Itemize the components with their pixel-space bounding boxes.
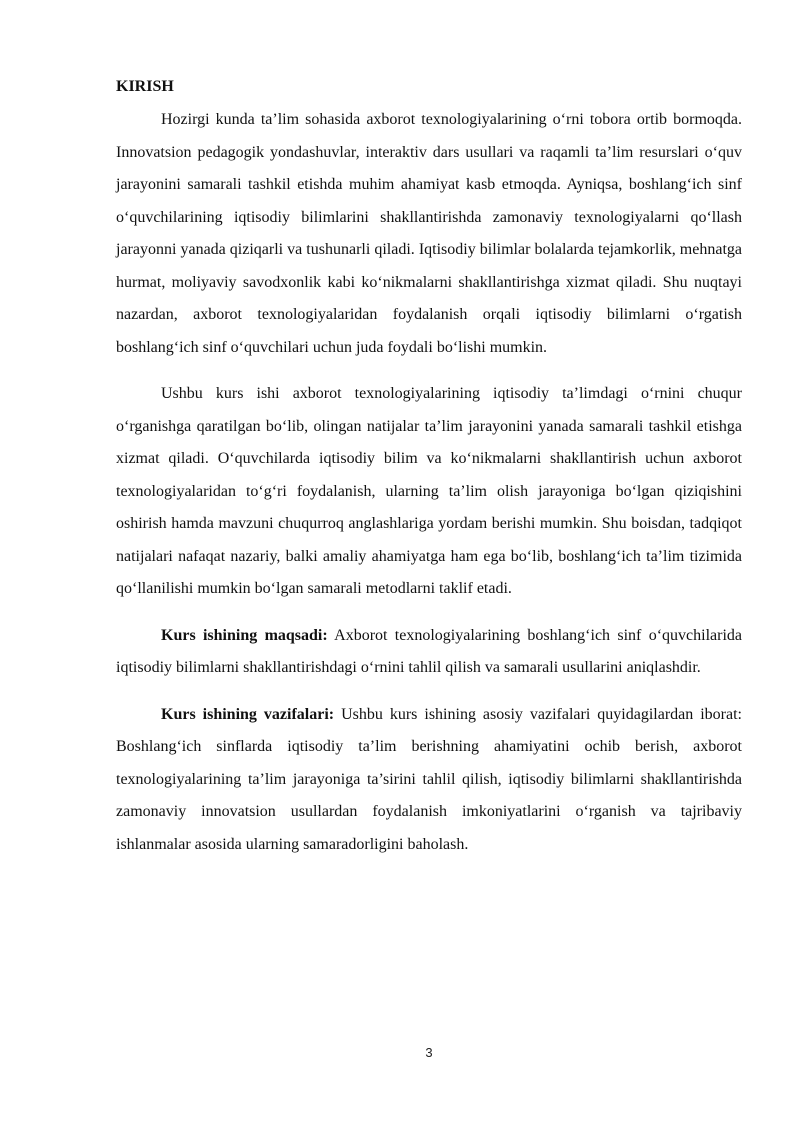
paragraph-goal-text: Axborot texnologiyalarining boshlang‘ich sinf o‘quvchilarida iqtisodiy bilimlarni shakllantirishdagi o‘rnini tahlil qilish va samarali usullarini aniqlashdir. [116, 626, 742, 676]
paragraph-tasks-text: Ushbu kurs ishining asosiy vazifalari quyidagilardan iborat: Boshlang‘ich sinflarda iqtisodiy ta’lim berishning ahamiyatini ochib berish, axborot texnologiyalarining ta’lim jarayoniga ta’sirini tahlil qilish, iqtisodiy bilimlarni shakllantirishda zamonaviy innovatsion usullardan foydalanish imkoniyatlarini o‘rganish va tajribaviy ishlanmalar asosida ularning samaradorligini baholash. [116, 705, 743, 853]
paragraph-intro [116, 104, 742, 364]
paragraph-tasks-lead: Kurs ishining vazifalari: [161, 705, 335, 723]
document-page [116, 76, 742, 875]
paragraph-tasks [116, 699, 742, 862]
page-number: 3 [425, 1045, 433, 1060]
paragraph-goal-lead: Kurs ishining maqsadi: [161, 626, 328, 644]
paragraph-course-work [116, 378, 742, 606]
paragraph-intro-text: Hozirgi kunda ta’lim sohasida axborot texnologiyalarining o‘rni tobora ortib bormoqda. Innovatsion pedagogik yondashuvlar, interaktiv dars usullari va raqamli ta’lim resurslari o‘quv jarayonini samarali tashkil etishda muhim ahamiyat kasb etmoqda. Ayniqsa, boshlang‘ich sinf o‘quvchilarining iqtisodiy bilimlarini shakllantirishda zamonaviy texnologiyalarni qo‘llash jarayonni yanada qiziqarli va tushunarli qiladi. Iqtisodiy bilimlar bolalarda tejamkorlik, mehnatga hurmat, moliyaviy savodxonlik kabi ko‘nikmalarni shakllantirishga xizmat qiladi. Shu nuqtayi nazardan, axborot texnologiyalaridan foydalanish orqali iqtisodiy bilimlarni o‘rgatish boshlang‘ich sinf o‘quvchilari uchun juda foydali bo‘lishi mumkin. [116, 111, 742, 356]
paragraph-goal [116, 620, 742, 685]
paragraph-course-work-text: Ushbu kurs ishi axborot texnologiyalarining iqtisodiy ta’limdagi o‘rnini chuqur o‘rganishga qaratilgan bo‘lib, olingan natijalar ta’lim jarayonini yanada samarali tashkil etishga xizmat qiladi. O‘quvchilarda iqtisodiy bilim va ko‘nikmalarni shakllantirish uchun axborot texnologiyalaridan to‘g‘ri foydalanish, ularning ta’lim olish jarayoniga bo‘lgan qiziqishini oshirish hamda mavzuni chuqurroq anglashlariga yordam berishi mumkin. Shu boisdan, tadqiqot natijalari nafaqat nazariy, balki amaliy ahamiyatga ham ega bo‘lib, boshlang‘ich ta’lim tizimida qo‘llanilishi mumkin bo‘lgan samarali metodlarni taklif etadi. [116, 385, 742, 597]
section-heading: KIRISH [116, 78, 174, 95]
